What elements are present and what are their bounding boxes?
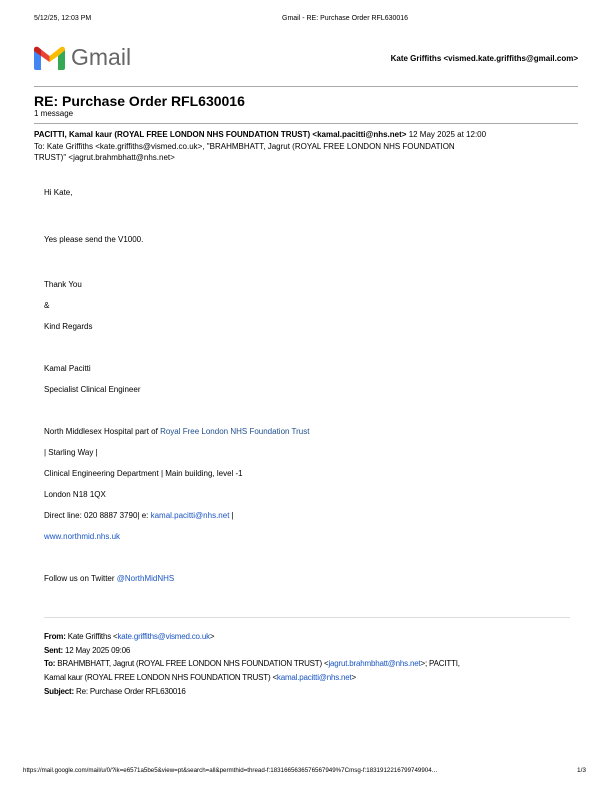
gmail-m-icon xyxy=(34,46,65,70)
regards: Kind Regards xyxy=(44,322,93,331)
address-line-1: | Starling Way | xyxy=(44,448,98,457)
message-recipients: To: Kate Griffiths <kate.griffiths@vismed.co.uk>, "BRAHMBHATT, Jagrut (ROYAL FREE LONDON NHS FOUNDATION xyxy=(34,142,455,151)
divider xyxy=(34,123,578,124)
direct-line: Direct line: 020 8887 3790| e: kamal.pacitti@nhs.net | xyxy=(44,511,234,520)
body-text: Yes please send the V1000. xyxy=(44,235,144,244)
greeting: Hi Kate, xyxy=(44,188,73,197)
quoted-to-email-1[interactable]: jagrut.brahmbhatt@nhs.net xyxy=(328,659,421,668)
quoted-from: From: Kate Griffiths <kate.griffiths@vismed.co.uk> xyxy=(44,632,215,641)
quoted-to-cont: Kamal kaur (ROYAL FREE LONDON NHS FOUNDATION TRUST) <kamal.pacitti@nhs.net> xyxy=(44,673,357,682)
quote-divider xyxy=(44,617,570,618)
message-date: 12 May 2025 at 12:00 xyxy=(408,130,487,139)
signature-name: Kamal Pacitti xyxy=(44,364,91,373)
message-sender: PACITTI, Kamal kaur (ROYAL FREE LONDON NHS FOUNDATION TRUST) <kamal.pacitti@nhs.net> 12 May 2025 at 12:00 xyxy=(34,130,487,139)
message-recipients-cont: TRUST)" <jagrut.brahmbhatt@nhs.net> xyxy=(34,153,175,162)
print-url: https://mail.google.com/mail/u/0/?ik=e6571a5be5&view=pt&search=all&permthid=thread-f:1831665636576567949%7Cmsg-f:1831912216799749904… xyxy=(23,767,438,774)
website-link[interactable]: www.northmid.nhs.uk xyxy=(44,532,121,541)
quoted-to: To: BRAHMBHATT, Jagrut (ROYAL FREE LONDON NHS FOUNDATION TRUST) <jagrut.brahmbhatt@nhs.net>; PACITTI, xyxy=(44,659,460,668)
signature-org: North Middlesex Hospital part of Royal Free London NHS Foundation Trust xyxy=(44,427,310,436)
quoted-sent: Sent: 12 May 2025 09:06 xyxy=(44,646,131,655)
print-datetime: 5/12/25, 12:03 PM xyxy=(34,15,92,22)
gmail-logo xyxy=(34,44,131,71)
thread-subject: RE: Purchase Order RFL630016 xyxy=(34,93,245,109)
print-title: Gmail - RE: Purchase Order RFL630016 xyxy=(282,15,409,22)
quoted-from-email[interactable]: kate.griffiths@vismed.co.uk xyxy=(117,632,210,641)
gmail-wordmark: Gmail xyxy=(71,44,132,70)
quoted-to-email-2[interactable]: kamal.pacitti@nhs.net xyxy=(276,673,352,682)
signature-role: Specialist Clinical Engineer xyxy=(44,385,141,394)
ampersand: & xyxy=(44,301,50,310)
page-number: 1/3 xyxy=(577,767,587,774)
quoted-subject: Subject: Re: Purchase Order RFL630016 xyxy=(44,687,186,696)
email-link[interactable]: kamal.pacitti@nhs.net xyxy=(150,511,230,520)
org-link[interactable]: Royal Free London NHS Foundation Trust xyxy=(160,427,310,436)
twitter-link[interactable]: @NorthMidNHS xyxy=(116,574,175,583)
address-line-3: London N18 1QX xyxy=(44,490,106,499)
twitter-line: Follow us on Twitter @NorthMidNHS xyxy=(44,574,175,583)
address-line-2: Clinical Engineering Department | Main building, level -1 xyxy=(44,469,243,478)
account-identity: Kate Griffiths <vismed.kate.griffiths@gmail.com> xyxy=(390,54,578,63)
divider xyxy=(34,86,578,87)
message-count: 1 message xyxy=(34,109,74,118)
thanks: Thank You xyxy=(44,280,82,289)
